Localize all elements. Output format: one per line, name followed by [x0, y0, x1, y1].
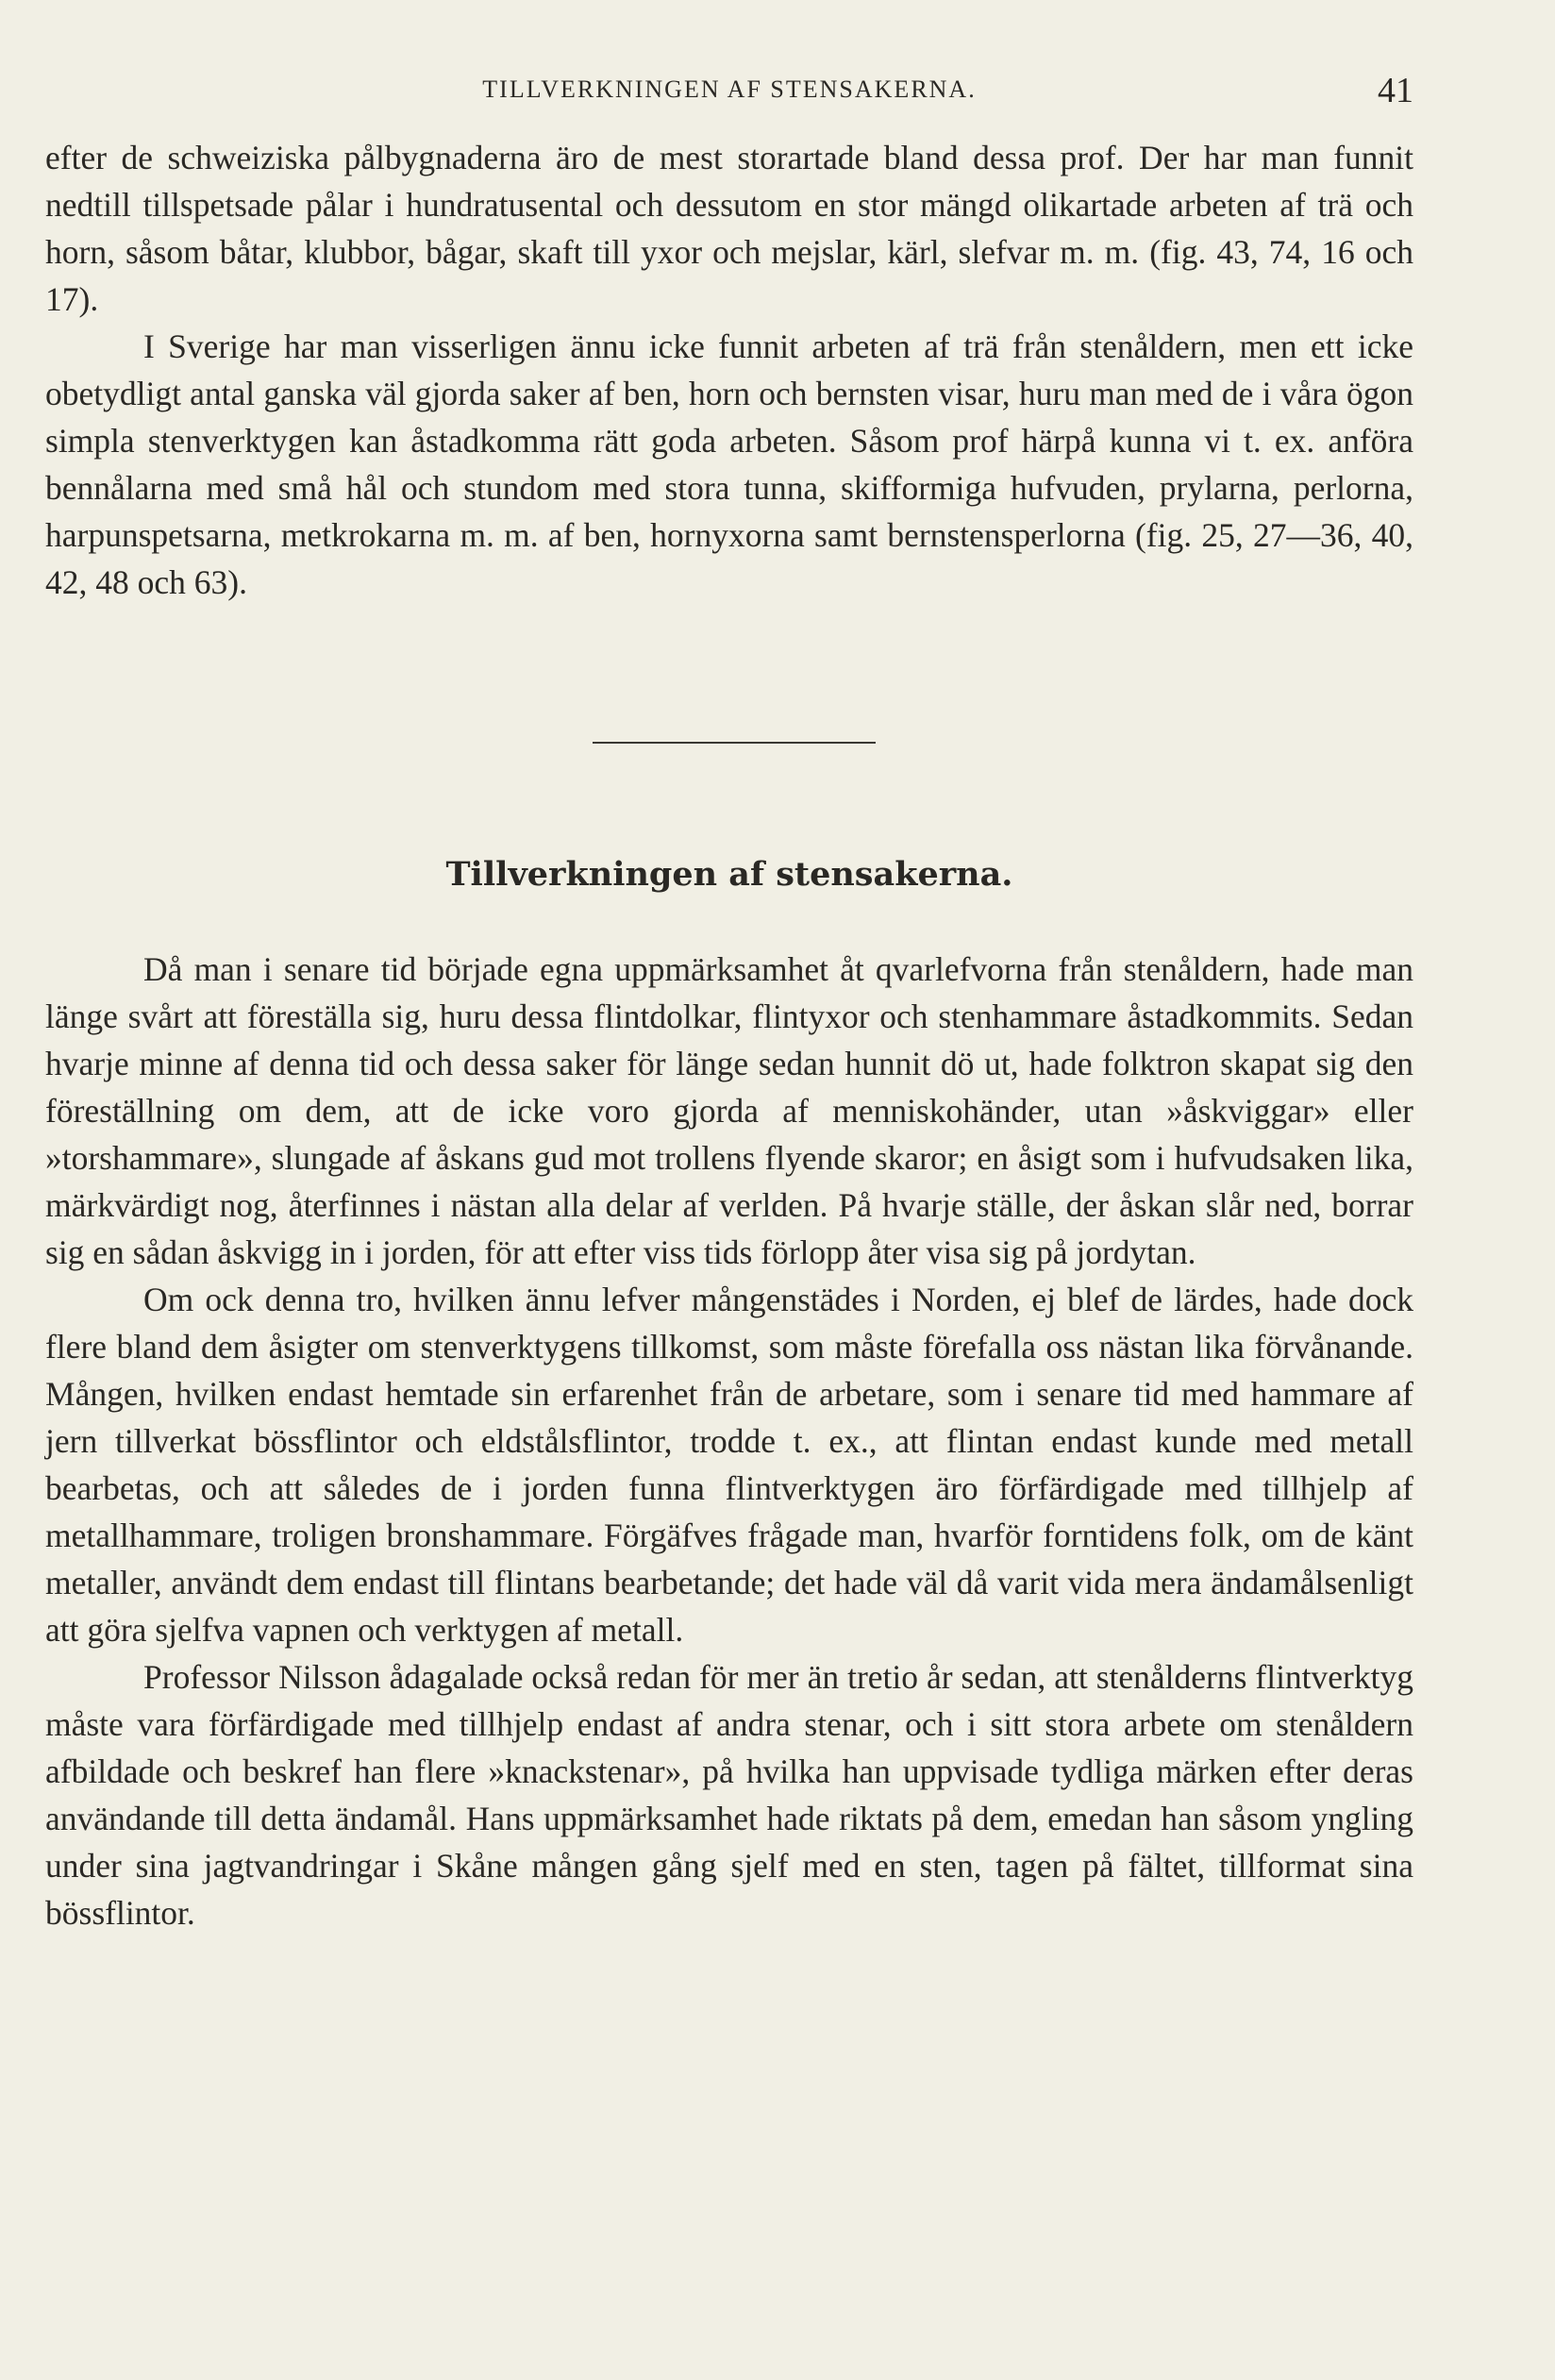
- paragraph-larda: Om ock denna tro, hvilken ännu lefver mångenstädes i Norden, ej blef de lärdes, hade dock flere bland dem åsigter om stenverktygens tillkomst, som måste förefalla oss nästan lika förvånande. Mången, hvilken endast hemtade sin erfarenhet från de arbetare, som i senare tid med hammare af jern tillverkat bössflintor och eldstålsflintor, trodde t. ex., att flintan endast kunde med metall bearbetas, och att således de i jorden funna flintverktygen äro förfärdigade med tillhjelp af metallhammare, troligen bronshammare. Förgäfves frågade man, hvarför forntidens folk, om de känt metaller, användt dem endast till flintans bearbetande; det hade väl då varit vida mera ändamålsenligt att göra sjelfva vapnen och verktygen af metall.: [45, 1281, 1413, 1649]
- paragraph-nilsson: Professor Nilsson ådagalade också redan för mer än tretio år sedan, att stenålderns flintverktyg måste vara förfärdigade med tillhjelp endast af andra stenar, och i sitt stora arbete om stenåldern afbildade och beskref han flere »knackstenar», på hvilka han uppvisade tydliga märken efter deras användande till detta ändamål. Hans uppmärksamhet hade riktats på dem, emedan han såsom yngling under sina jagtvandringar i Skåne mången gång sjelf med en sten, tagen på fältet, tillformat sina bössflintor.: [45, 1658, 1413, 1932]
- continued-text-block: [45, 134, 1413, 606]
- running-title: TILLVERKNINGEN AF STENSAKERNA.: [482, 75, 977, 103]
- paragraph-folktro: Då man i senare tid började egna uppmärksamhet åt qvarlefvorna från stenåldern, hade man länge svårt att föreställa sig, huru dessa flintdolkar, flintyxor och stenhammare åstadkommits. Sedan hvarje minne af denna tid och dessa saker för länge sedan hunnit dö ut, hade folktron skapat sig den föreställning om dem, att de icke voro gjorda af menniskohänder, utan »åskviggar» eller »torshammare», slungade af åskans gud mot trollens flyende skaror; en åsigt som i hufvudsaken lika, märkvärdigt nog, återfinnes i nästan alla delar af verlden. På hvarje ställe, der åskan slår ned, borrar sig en sådan åskvigg in i jorden, för att efter viss tids förlopp åter visa sig på jordytan.: [45, 950, 1413, 1271]
- running-header: [45, 72, 1413, 109]
- section-heading: Tillverkningen af stensakerna.: [445, 855, 1013, 894]
- paragraph-continued: efter de schweiziska pålbygnaderna äro de mest storartade bland dessa prof. Der har man funnit nedtill tillspetsade pålar i hundratusental och dessutom en stor mängd olikartade arbeten af trä och horn, såsom båtar, klubbor, bågar, skaft till yxor och mejslar, kärl, slefvar m. m. (fig. 43, 74, 16 och 17).: [45, 139, 1413, 318]
- section-divider-rule: [593, 742, 876, 744]
- paragraph-sverige: I Sverige har man visserligen ännu icke funnit arbeten af trä från stenåldern, men ett icke obetydligt antal ganska väl gjorda saker af ben, horn och bernsten visar, huru man med de i våra ögon simpla stenverktygen kan åstadkomma rätt goda arbeten. Såsom prof härpå kunna vi t. ex. anföra bennålarna med små hål och stundom med stora tunna, skifformiga hufvuden, prylarna, perlorna, harpunspetsarna, metkrokarna m. m. af ben, hornyxorna samt bernstensperlorna (fig. 25, 27—36, 40, 42, 48 och 63).: [45, 327, 1413, 601]
- page-number: 41: [1378, 71, 1413, 110]
- section-text-block: [45, 946, 1413, 1936]
